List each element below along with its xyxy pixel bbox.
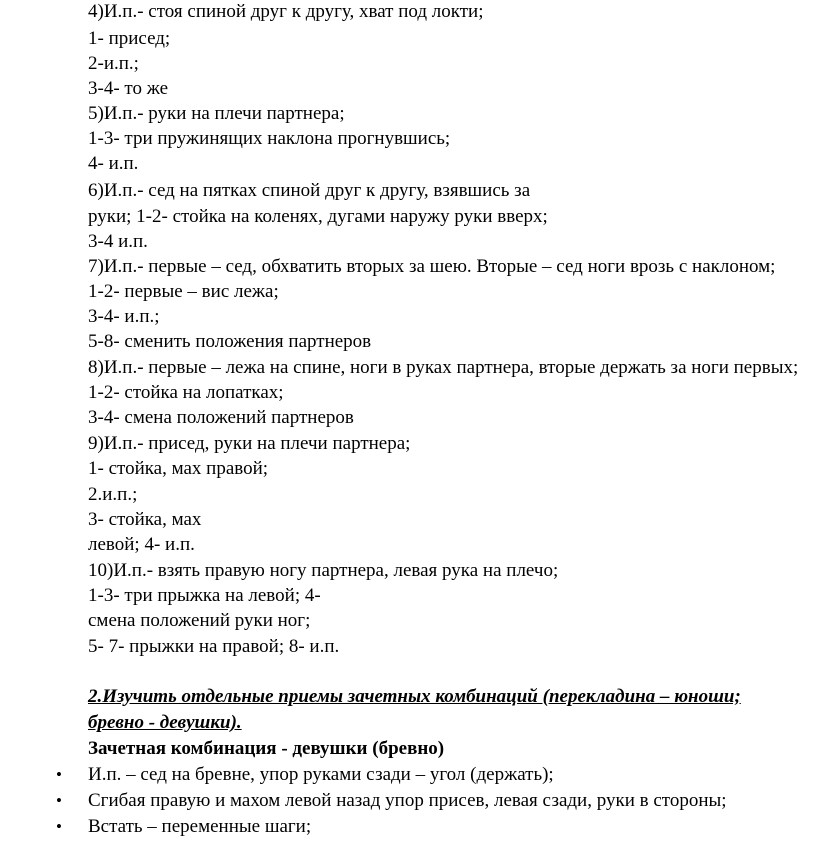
text-line: левой; 4- и.п. <box>88 534 195 555</box>
text-line: 1-3- три прыжка на левой; 4- <box>88 585 321 606</box>
text-line: 3-4 и.п. <box>88 231 148 252</box>
list-item: И.п. – сед на бревне, упор руками сзади – угол (держать); <box>88 764 554 785</box>
text-line: 4- и.п. <box>88 153 139 174</box>
list-item: Сгибая правую и махом левой назад упор присев, левая сзади, руки в стороны; <box>88 790 727 811</box>
text-line: 6)И.п.- сед на пятках спиной друг к другу, взявшись за <box>88 180 531 201</box>
text-line: 3-4- то же <box>88 78 169 99</box>
text-line: 5)И.п.- руки на плечи партнера; <box>88 103 345 124</box>
list-item: Встать – переменные шаги; <box>88 816 312 837</box>
text-line: 1-3- три пружинящих наклона прогнувшись; <box>88 128 451 149</box>
text-line: 1- присед; <box>88 28 171 49</box>
text-line: 1-2- первые – вис лежа; <box>88 281 279 302</box>
text-line: 1-2- стойка на лопатках; <box>88 382 284 403</box>
text-line: 3- стойка, мах <box>88 509 202 530</box>
text-line: 10)И.п.- взять правую ногу партнера, левая рука на плечо; <box>88 560 559 581</box>
text-line: 2.и.п.; <box>88 484 138 505</box>
text-line: смена положений руки ног; <box>88 610 311 631</box>
text-line: 5-8- сменить положения партнеров <box>88 331 372 352</box>
text-line: 3-4- смена положений партнеров <box>88 407 354 428</box>
text-line: 3-4- и.п.; <box>88 306 160 327</box>
bullet-icon: • <box>56 817 62 836</box>
bullet-icon: • <box>56 765 62 784</box>
text-line: 4)И.п.- стоя спиной друг к другу, хват под локти; <box>88 1 484 22</box>
section-subheading: Зачетная комбинация - девушки (бревно) <box>88 738 445 759</box>
text-line: 7)И.п.- первые – сед, обхватить вторых за шею. Вторые – сед ноги врозь с наклоном; <box>88 256 776 277</box>
text-line: 9)И.п.- присед, руки на плечи партнера; <box>88 433 411 454</box>
bullet-icon: • <box>56 791 62 810</box>
section-heading-line-1: 2.Изучить отдельные приемы зачетных комбинаций (перекладина – юноши; <box>88 686 741 707</box>
text-line: руки; 1-2- стойка на коленях, дугами наружу руки вверх; <box>88 206 548 227</box>
text-line: 2-и.п.; <box>88 53 139 74</box>
text-line: 5- 7- прыжки на правой; 8- и.п. <box>88 636 340 657</box>
text-line: 8)И.п.- первые – лежа на спине, ноги в руках партнера, вторые держать за ноги первых; <box>88 357 799 378</box>
text-line: 1- стойка, мах правой; <box>88 458 269 479</box>
section-heading-line-2: бревно - девушки). <box>88 712 242 733</box>
